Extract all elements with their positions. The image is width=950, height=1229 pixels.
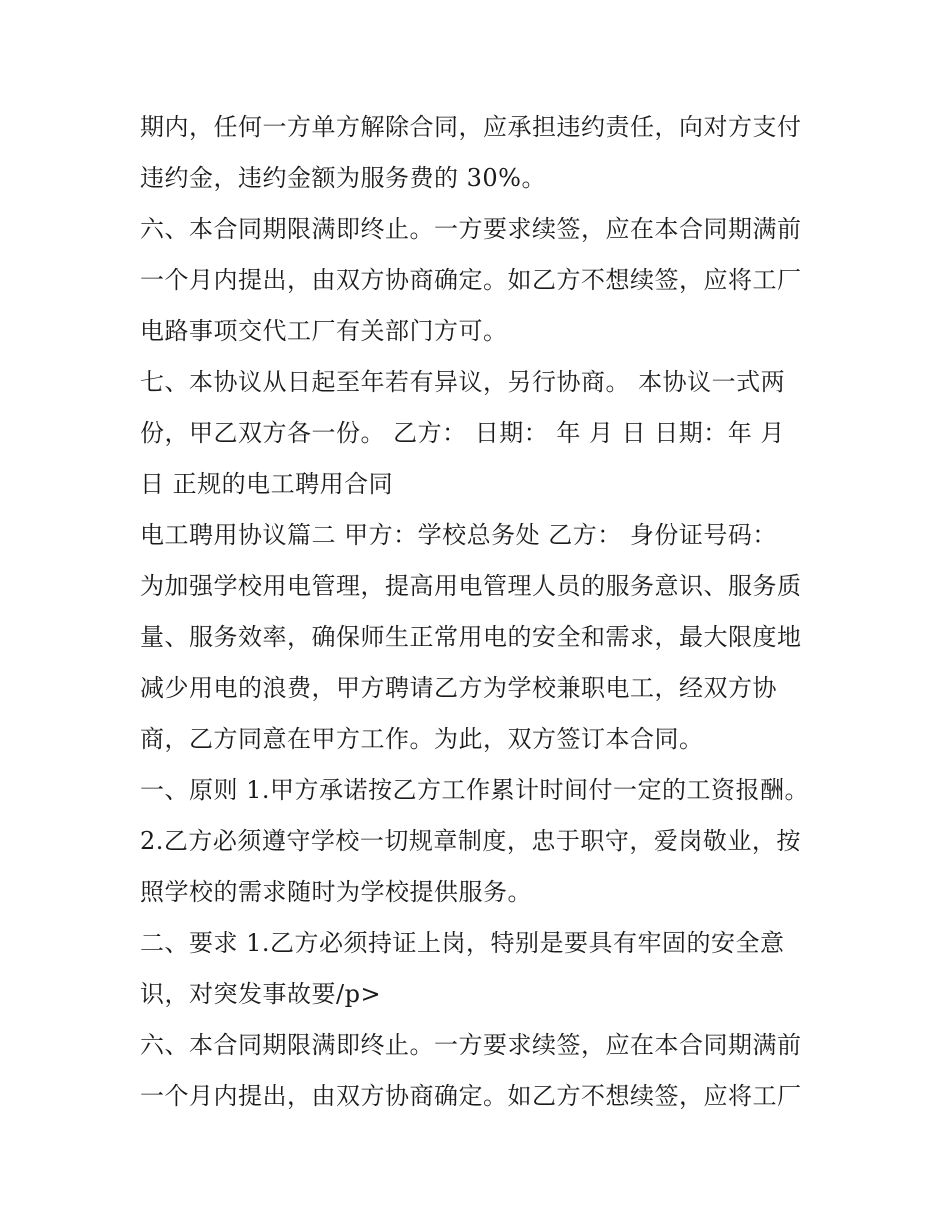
- text-line: 日 正规的电工聘用合同: [140, 470, 394, 498]
- text-line: 二、要求 1.乙方必须持证上岗，特别是要具有牢固的安全意: [140, 929, 785, 957]
- text-line: 份，甲乙双方各一份。 乙方： 日期： 年 月 日 日期：年 月: [140, 419, 785, 447]
- text-line: 一个月内提出，由双方协商确定。如乙方不想续签，应将工厂: [140, 1082, 802, 1110]
- text-line: 一个月内提出，由双方协商确定。如乙方不想续签，应将工厂: [140, 266, 802, 294]
- text-line: 六、本合同期限满即终止。一方要求续签，应在本合同期满前: [140, 1031, 802, 1059]
- text-line: 一、原则 1.甲方承诺按乙方工作累计时间付一定的工资报酬。: [140, 776, 810, 804]
- document-body: [140, 102, 820, 1122]
- text-line: 电路事项交代工厂有关部门方可。: [140, 317, 508, 345]
- text-line: 商，乙方同意在甲方工作。为此，双方签订本合同。: [140, 725, 704, 753]
- text-line: 量、服务效率，确保师生正常用电的安全和需求，最大限度地: [140, 623, 802, 651]
- text-line: 电工聘用协议篇二 甲方：学校总务处 乙方： 身份证号码：: [140, 521, 777, 549]
- text-line: 六、本合同期限满即终止。一方要求续签，应在本合同期满前: [140, 215, 802, 243]
- text-line: 照学校的需求随时为学校提供服务。: [140, 878, 532, 906]
- text-line: 期内，任何一方单方解除合同，应承担违约责任，向对方支付: [140, 113, 802, 141]
- text-line: 识，对突发事故要/p>: [140, 980, 382, 1008]
- text-line: 为加强学校用电管理，提高用电管理人员的服务意识、服务质: [140, 572, 802, 600]
- text-line: 减少用电的浪费，甲方聘请乙方为学校兼职电工，经双方协: [140, 674, 777, 702]
- text-line: 违约金，违约金额为服务费的 30%。: [140, 164, 546, 192]
- text-line: 2.乙方必须遵守学校一切规章制度，忠于职守，爱岗敬业，按: [140, 827, 801, 855]
- text-line: 七、本协议从日起至年若有异议，另行协商。 本协议一式两: [140, 368, 786, 396]
